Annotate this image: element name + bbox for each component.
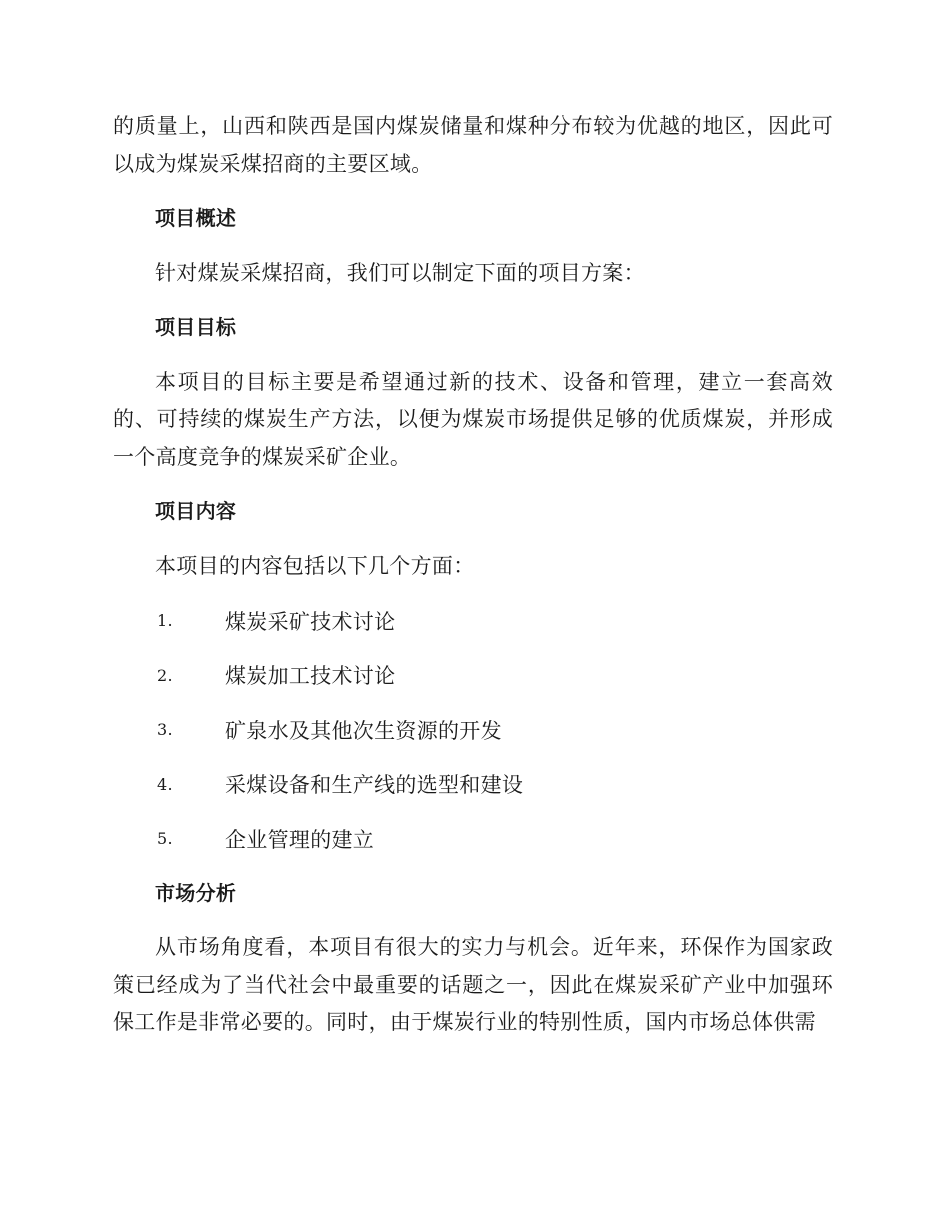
goal-paragraph: 本项目的目标主要是希望通过新的技术、设备和管理，建立一套高效的、可持续的煤炭生产方法，以便为煤炭市场提供足够的优质煤炭，并形成一个高度竞争的煤炭采矿企业。 xyxy=(113,369,833,469)
list-item-text: 企业管理的建立 xyxy=(225,827,375,852)
list-item xyxy=(113,711,833,749)
list-item-number: 3. xyxy=(157,720,173,740)
list-item-text: 采煤设备和生产线的选型和建设 xyxy=(225,773,524,798)
list-item-text: 煤炭采矿技术讨论 xyxy=(225,609,396,634)
section-heading-market: 市场分析 xyxy=(155,880,237,905)
section-heading-goal: 项目目标 xyxy=(155,315,237,339)
list-item-number: 5. xyxy=(157,829,173,849)
list-item-text: 矿泉水及其他次生资源的开发 xyxy=(225,718,502,743)
list-item xyxy=(113,657,833,695)
list-item xyxy=(113,820,833,858)
document-body xyxy=(113,108,833,1059)
list-item xyxy=(113,602,833,640)
overview-paragraph: 针对煤炭采煤招商，我们可以制定下面的项目方案： xyxy=(155,260,645,285)
market-paragraph: 从市场角度看，本项目有很大的实力与机会。近年来，环保作为国家政策已经成为了当代社会中最重要的话题之一，因此在煤炭采矿产业中加强环保工作是非常必要的。同时，由于煤炭行业的特别性质，国内市场总体供需 xyxy=(113,935,833,1034)
content-list xyxy=(113,602,833,858)
section-heading-overview: 项目概述 xyxy=(155,206,237,230)
list-item-text: 煤炭加工技术讨论 xyxy=(225,664,396,689)
section-heading-content: 项目内容 xyxy=(155,499,237,523)
intro-paragraph: 的质量上，山西和陕西是国内煤炭储量和煤种分布较为优越的地区，因此可以成为煤炭采煤招商的主要区域。 xyxy=(113,114,833,176)
list-item xyxy=(113,766,833,804)
list-item-number: 2. xyxy=(157,665,173,685)
list-item-number: 1. xyxy=(157,611,173,631)
content-paragraph: 本项目的内容包括以下几个方面： xyxy=(155,553,475,578)
list-item-number: 4. xyxy=(157,774,173,794)
